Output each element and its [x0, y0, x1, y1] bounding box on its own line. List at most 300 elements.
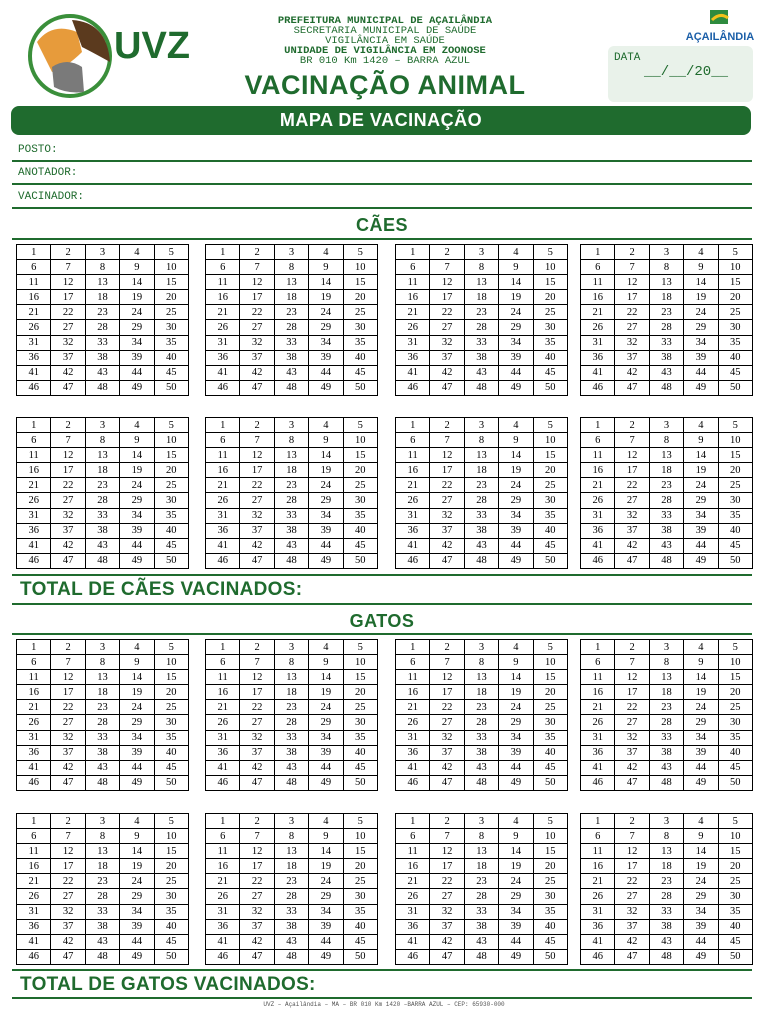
- grid-cell[interactable]: 18: [274, 859, 308, 874]
- grid-cell[interactable]: 37: [615, 745, 649, 760]
- grid-cell[interactable]: 4: [499, 640, 533, 655]
- grid-cell[interactable]: 11: [581, 844, 615, 859]
- grid-cell[interactable]: 25: [718, 700, 752, 715]
- grid-cell[interactable]: 32: [615, 730, 649, 745]
- grid-cell[interactable]: 48: [464, 775, 498, 790]
- grid-cell[interactable]: 21: [206, 874, 240, 889]
- grid-cell[interactable]: 34: [684, 335, 718, 350]
- grid-cell[interactable]: 38: [649, 745, 683, 760]
- grid-cell[interactable]: 14: [499, 275, 533, 290]
- grid-cell[interactable]: 24: [499, 700, 533, 715]
- grid-cell[interactable]: 18: [85, 290, 119, 305]
- grid-cell[interactable]: 32: [240, 904, 274, 919]
- grid-cell[interactable]: 40: [154, 745, 188, 760]
- grid-cell[interactable]: 32: [615, 335, 649, 350]
- grid-cell[interactable]: 13: [274, 275, 308, 290]
- grid-cell[interactable]: 28: [649, 320, 683, 335]
- grid-cell[interactable]: 43: [85, 538, 119, 553]
- grid-cell[interactable]: 38: [85, 350, 119, 365]
- grid-cell[interactable]: 27: [615, 715, 649, 730]
- grid-cell[interactable]: 21: [396, 305, 430, 320]
- grid-cell[interactable]: 14: [499, 670, 533, 685]
- grid-cell[interactable]: 16: [206, 685, 240, 700]
- grid-cell[interactable]: 21: [396, 874, 430, 889]
- grid-cell[interactable]: 32: [430, 335, 464, 350]
- grid-cell[interactable]: 29: [309, 715, 343, 730]
- grid-cell[interactable]: 27: [51, 889, 85, 904]
- grid-cell[interactable]: 36: [206, 919, 240, 934]
- grid-cell[interactable]: 24: [309, 478, 343, 493]
- grid-cell[interactable]: 10: [154, 433, 188, 448]
- grid-cell[interactable]: 15: [718, 670, 752, 685]
- grid-cell[interactable]: 31: [17, 730, 51, 745]
- grid-cell[interactable]: 18: [464, 859, 498, 874]
- grid-cell[interactable]: 23: [85, 478, 119, 493]
- grid-cell[interactable]: 29: [309, 493, 343, 508]
- grid-cell[interactable]: 19: [309, 463, 343, 478]
- grid-cell[interactable]: 30: [718, 889, 752, 904]
- grid-cell[interactable]: 2: [615, 814, 649, 829]
- grid-cell[interactable]: 35: [718, 730, 752, 745]
- grid-cell[interactable]: 31: [206, 335, 240, 350]
- grid-cell[interactable]: 32: [240, 508, 274, 523]
- grid-cell[interactable]: 50: [343, 380, 377, 395]
- grid-cell[interactable]: 22: [615, 478, 649, 493]
- cats-grid-1[interactable]: [16, 639, 189, 791]
- grid-cell[interactable]: 18: [85, 685, 119, 700]
- grid-cell[interactable]: 3: [464, 418, 498, 433]
- grid-cell[interactable]: 34: [120, 730, 154, 745]
- grid-cell[interactable]: 1: [17, 418, 51, 433]
- grid-cell[interactable]: 20: [533, 463, 567, 478]
- grid-cell[interactable]: 27: [51, 320, 85, 335]
- grid-cell[interactable]: 9: [309, 260, 343, 275]
- grid-cell[interactable]: 11: [581, 670, 615, 685]
- grid-cell[interactable]: 18: [85, 859, 119, 874]
- grid-cell[interactable]: 26: [396, 715, 430, 730]
- grid-cell[interactable]: 1: [581, 418, 615, 433]
- grid-cell[interactable]: 43: [649, 365, 683, 380]
- grid-cell[interactable]: 8: [85, 655, 119, 670]
- grid-cell[interactable]: 48: [649, 775, 683, 790]
- grid-cell[interactable]: 24: [309, 305, 343, 320]
- grid-cell[interactable]: 5: [718, 640, 752, 655]
- grid-cell[interactable]: 28: [85, 715, 119, 730]
- grid-cell[interactable]: 8: [649, 433, 683, 448]
- grid-cell[interactable]: 6: [581, 433, 615, 448]
- grid-cell[interactable]: 20: [343, 685, 377, 700]
- grid-cell[interactable]: 39: [120, 745, 154, 760]
- grid-cell[interactable]: 13: [274, 844, 308, 859]
- grid-cell[interactable]: 39: [499, 745, 533, 760]
- grid-cell[interactable]: 12: [240, 275, 274, 290]
- grid-cell[interactable]: 5: [533, 418, 567, 433]
- grid-cell[interactable]: 3: [274, 640, 308, 655]
- grid-cell[interactable]: 1: [206, 814, 240, 829]
- grid-cell[interactable]: 32: [51, 508, 85, 523]
- grid-cell[interactable]: 7: [430, 829, 464, 844]
- grid-cell[interactable]: 28: [649, 493, 683, 508]
- grid-cell[interactable]: 19: [499, 685, 533, 700]
- anotador-field[interactable]: [12, 161, 752, 185]
- grid-cell[interactable]: 30: [343, 493, 377, 508]
- grid-cell[interactable]: 19: [120, 859, 154, 874]
- grid-cell[interactable]: 49: [499, 553, 533, 568]
- grid-cell[interactable]: 19: [499, 290, 533, 305]
- grid-cell[interactable]: 47: [430, 949, 464, 964]
- grid-cell[interactable]: 40: [533, 919, 567, 934]
- grid-cell[interactable]: 11: [581, 275, 615, 290]
- grid-cell[interactable]: 19: [684, 463, 718, 478]
- grid-cell[interactable]: 35: [343, 904, 377, 919]
- grid-cell[interactable]: 33: [464, 904, 498, 919]
- grid-cell[interactable]: 42: [240, 760, 274, 775]
- grid-cell[interactable]: 6: [206, 260, 240, 275]
- grid-cell[interactable]: 34: [499, 730, 533, 745]
- grid-cell[interactable]: 35: [533, 508, 567, 523]
- grid-cell[interactable]: 44: [309, 538, 343, 553]
- grid-cell[interactable]: 12: [51, 844, 85, 859]
- grid-cell[interactable]: 50: [343, 553, 377, 568]
- cats-grid-4[interactable]: [580, 639, 753, 791]
- grid-cell[interactable]: 12: [240, 844, 274, 859]
- grid-cell[interactable]: 9: [499, 433, 533, 448]
- grid-cell[interactable]: 4: [499, 418, 533, 433]
- grid-cell[interactable]: 4: [120, 418, 154, 433]
- grid-cell[interactable]: 43: [649, 760, 683, 775]
- grid-cell[interactable]: 25: [718, 478, 752, 493]
- grid-cell[interactable]: 29: [309, 320, 343, 335]
- grid-cell[interactable]: 31: [206, 730, 240, 745]
- grid-cell[interactable]: 50: [718, 775, 752, 790]
- grid-cell[interactable]: 36: [581, 350, 615, 365]
- grid-cell[interactable]: 27: [430, 320, 464, 335]
- grid-cell[interactable]: 36: [17, 350, 51, 365]
- grid-cell[interactable]: 33: [274, 730, 308, 745]
- grid-cell[interactable]: 36: [17, 745, 51, 760]
- grid-cell[interactable]: 36: [581, 919, 615, 934]
- grid-cell[interactable]: 9: [499, 260, 533, 275]
- grid-cell[interactable]: 13: [274, 670, 308, 685]
- grid-cell[interactable]: 8: [274, 655, 308, 670]
- grid-cell[interactable]: 39: [684, 745, 718, 760]
- grid-cell[interactable]: 23: [649, 700, 683, 715]
- grid-cell[interactable]: 23: [649, 874, 683, 889]
- grid-cell[interactable]: 19: [120, 463, 154, 478]
- grid-cell[interactable]: 34: [499, 335, 533, 350]
- grid-cell[interactable]: 41: [581, 365, 615, 380]
- grid-cell[interactable]: 20: [718, 290, 752, 305]
- grid-cell[interactable]: 43: [464, 760, 498, 775]
- grid-cell[interactable]: 9: [120, 260, 154, 275]
- grid-cell[interactable]: 50: [533, 775, 567, 790]
- grid-cell[interactable]: 35: [343, 730, 377, 745]
- grid-cell[interactable]: 18: [649, 290, 683, 305]
- grid-cell[interactable]: 46: [17, 553, 51, 568]
- grid-cell[interactable]: 24: [684, 305, 718, 320]
- grid-cell[interactable]: 47: [615, 775, 649, 790]
- grid-cell[interactable]: 36: [581, 523, 615, 538]
- grid-cell[interactable]: 28: [274, 320, 308, 335]
- grid-cell[interactable]: 10: [343, 655, 377, 670]
- grid-cell[interactable]: 11: [396, 448, 430, 463]
- grid-cell[interactable]: 10: [533, 829, 567, 844]
- grid-cell[interactable]: 34: [120, 904, 154, 919]
- grid-cell[interactable]: 29: [684, 889, 718, 904]
- grid-cell[interactable]: 30: [718, 320, 752, 335]
- grid-cell[interactable]: 20: [533, 859, 567, 874]
- grid-cell[interactable]: 21: [396, 700, 430, 715]
- grid-cell[interactable]: 24: [120, 874, 154, 889]
- grid-cell[interactable]: 3: [649, 640, 683, 655]
- grid-cell[interactable]: 36: [581, 745, 615, 760]
- cats-grid-2[interactable]: [205, 639, 378, 791]
- grid-cell[interactable]: 18: [274, 463, 308, 478]
- grid-cell[interactable]: 33: [85, 508, 119, 523]
- grid-cell[interactable]: 16: [396, 859, 430, 874]
- grid-cell[interactable]: 37: [615, 523, 649, 538]
- grid-cell[interactable]: 2: [51, 418, 85, 433]
- grid-cell[interactable]: 22: [240, 874, 274, 889]
- grid-cell[interactable]: 42: [430, 365, 464, 380]
- grid-cell[interactable]: 15: [718, 275, 752, 290]
- grid-cell[interactable]: 47: [51, 553, 85, 568]
- grid-cell[interactable]: 38: [85, 919, 119, 934]
- grid-cell[interactable]: 17: [430, 463, 464, 478]
- grid-cell[interactable]: 39: [499, 350, 533, 365]
- grid-cell[interactable]: 33: [85, 730, 119, 745]
- grid-cell[interactable]: 8: [649, 260, 683, 275]
- grid-cell[interactable]: 2: [240, 245, 274, 260]
- grid-cell[interactable]: 41: [581, 538, 615, 553]
- grid-cell[interactable]: 17: [615, 685, 649, 700]
- grid-cell[interactable]: 24: [120, 700, 154, 715]
- grid-cell[interactable]: 44: [684, 365, 718, 380]
- grid-cell[interactable]: 46: [581, 775, 615, 790]
- grid-cell[interactable]: 41: [396, 934, 430, 949]
- grid-cell[interactable]: 26: [206, 715, 240, 730]
- grid-cell[interactable]: 18: [649, 463, 683, 478]
- grid-cell[interactable]: 13: [649, 448, 683, 463]
- grid-cell[interactable]: 12: [430, 670, 464, 685]
- grid-cell[interactable]: 40: [533, 350, 567, 365]
- grid-cell[interactable]: 43: [649, 934, 683, 949]
- grid-cell[interactable]: 8: [464, 260, 498, 275]
- grid-cell[interactable]: 15: [718, 844, 752, 859]
- grid-cell[interactable]: 27: [615, 889, 649, 904]
- grid-cell[interactable]: 12: [430, 275, 464, 290]
- grid-cell[interactable]: 16: [17, 859, 51, 874]
- grid-cell[interactable]: 25: [343, 478, 377, 493]
- grid-cell[interactable]: 3: [274, 814, 308, 829]
- grid-cell[interactable]: 42: [430, 538, 464, 553]
- grid-cell[interactable]: 24: [499, 478, 533, 493]
- grid-cell[interactable]: 13: [464, 844, 498, 859]
- grid-cell[interactable]: 2: [51, 640, 85, 655]
- grid-cell[interactable]: 7: [51, 655, 85, 670]
- grid-cell[interactable]: 1: [17, 640, 51, 655]
- grid-cell[interactable]: 20: [343, 290, 377, 305]
- grid-cell[interactable]: 11: [17, 844, 51, 859]
- grid-cell[interactable]: 42: [51, 365, 85, 380]
- grid-cell[interactable]: 26: [581, 715, 615, 730]
- grid-cell[interactable]: 21: [581, 478, 615, 493]
- grid-cell[interactable]: 11: [206, 448, 240, 463]
- grid-cell[interactable]: 37: [240, 919, 274, 934]
- grid-cell[interactable]: 3: [464, 640, 498, 655]
- grid-cell[interactable]: 8: [649, 655, 683, 670]
- grid-cell[interactable]: 11: [206, 844, 240, 859]
- grid-cell[interactable]: 41: [17, 538, 51, 553]
- grid-cell[interactable]: 37: [615, 350, 649, 365]
- grid-cell[interactable]: 49: [684, 380, 718, 395]
- grid-cell[interactable]: 32: [240, 335, 274, 350]
- grid-cell[interactable]: 3: [85, 245, 119, 260]
- grid-cell[interactable]: 25: [343, 700, 377, 715]
- grid-cell[interactable]: 10: [718, 433, 752, 448]
- grid-cell[interactable]: 44: [499, 934, 533, 949]
- grid-cell[interactable]: 30: [343, 889, 377, 904]
- grid-cell[interactable]: 45: [154, 365, 188, 380]
- grid-cell[interactable]: 6: [17, 829, 51, 844]
- grid-cell[interactable]: 22: [51, 874, 85, 889]
- grid-cell[interactable]: 38: [85, 523, 119, 538]
- grid-cell[interactable]: 21: [206, 478, 240, 493]
- grid-cell[interactable]: 29: [684, 715, 718, 730]
- grid-cell[interactable]: 15: [154, 670, 188, 685]
- grid-cell[interactable]: 39: [309, 523, 343, 538]
- grid-cell[interactable]: 28: [274, 493, 308, 508]
- grid-cell[interactable]: 45: [718, 365, 752, 380]
- grid-cell[interactable]: 20: [343, 859, 377, 874]
- grid-cell[interactable]: 29: [684, 320, 718, 335]
- grid-cell[interactable]: 12: [615, 670, 649, 685]
- grid-cell[interactable]: 10: [533, 260, 567, 275]
- grid-cell[interactable]: 9: [684, 829, 718, 844]
- grid-cell[interactable]: 24: [309, 700, 343, 715]
- grid-cell[interactable]: 15: [533, 844, 567, 859]
- grid-cell[interactable]: 10: [718, 260, 752, 275]
- grid-cell[interactable]: 5: [343, 418, 377, 433]
- grid-cell[interactable]: 24: [684, 478, 718, 493]
- grid-cell[interactable]: 33: [649, 508, 683, 523]
- grid-cell[interactable]: 39: [499, 919, 533, 934]
- grid-cell[interactable]: 38: [464, 919, 498, 934]
- grid-cell[interactable]: 27: [240, 715, 274, 730]
- grid-cell[interactable]: 19: [309, 859, 343, 874]
- grid-cell[interactable]: 2: [430, 640, 464, 655]
- grid-cell[interactable]: 26: [17, 715, 51, 730]
- grid-cell[interactable]: 45: [154, 934, 188, 949]
- grid-cell[interactable]: 3: [464, 814, 498, 829]
- grid-cell[interactable]: 14: [684, 844, 718, 859]
- grid-cell[interactable]: 26: [206, 493, 240, 508]
- grid-cell[interactable]: 20: [718, 859, 752, 874]
- grid-cell[interactable]: 45: [533, 365, 567, 380]
- grid-cell[interactable]: 47: [615, 949, 649, 964]
- dogs-grid-7[interactable]: [395, 417, 568, 569]
- grid-cell[interactable]: 19: [309, 290, 343, 305]
- grid-cell[interactable]: 20: [718, 685, 752, 700]
- grid-cell[interactable]: 42: [430, 760, 464, 775]
- grid-cell[interactable]: 30: [154, 889, 188, 904]
- grid-cell[interactable]: 46: [581, 380, 615, 395]
- grid-cell[interactable]: 37: [430, 919, 464, 934]
- grid-cell[interactable]: 50: [154, 775, 188, 790]
- grid-cell[interactable]: 32: [51, 904, 85, 919]
- grid-cell[interactable]: 45: [718, 934, 752, 949]
- grid-cell[interactable]: 39: [309, 919, 343, 934]
- grid-cell[interactable]: 11: [581, 448, 615, 463]
- grid-cell[interactable]: 6: [396, 260, 430, 275]
- grid-cell[interactable]: 7: [615, 829, 649, 844]
- grid-cell[interactable]: 3: [85, 814, 119, 829]
- grid-cell[interactable]: 17: [51, 290, 85, 305]
- grid-cell[interactable]: 1: [581, 245, 615, 260]
- grid-cell[interactable]: 45: [154, 538, 188, 553]
- grid-cell[interactable]: 25: [154, 478, 188, 493]
- grid-cell[interactable]: 13: [649, 670, 683, 685]
- grid-cell[interactable]: 45: [718, 538, 752, 553]
- grid-cell[interactable]: 26: [396, 320, 430, 335]
- grid-cell[interactable]: 35: [154, 904, 188, 919]
- grid-cell[interactable]: 40: [343, 919, 377, 934]
- grid-cell[interactable]: 18: [464, 463, 498, 478]
- grid-cell[interactable]: 8: [85, 260, 119, 275]
- grid-cell[interactable]: 12: [430, 448, 464, 463]
- grid-cell[interactable]: 8: [464, 655, 498, 670]
- grid-cell[interactable]: 49: [120, 949, 154, 964]
- grid-cell[interactable]: 43: [464, 365, 498, 380]
- grid-cell[interactable]: 3: [649, 814, 683, 829]
- dogs-grid-6[interactable]: [205, 417, 378, 569]
- grid-cell[interactable]: 16: [581, 463, 615, 478]
- grid-cell[interactable]: 36: [17, 523, 51, 538]
- grid-cell[interactable]: 38: [274, 350, 308, 365]
- grid-cell[interactable]: 6: [396, 829, 430, 844]
- grid-cell[interactable]: 19: [499, 463, 533, 478]
- grid-cell[interactable]: 36: [396, 745, 430, 760]
- grid-cell[interactable]: 8: [85, 433, 119, 448]
- grid-cell[interactable]: 2: [430, 418, 464, 433]
- grid-cell[interactable]: 25: [718, 305, 752, 320]
- grid-cell[interactable]: 28: [274, 889, 308, 904]
- grid-cell[interactable]: 43: [85, 760, 119, 775]
- grid-cell[interactable]: 48: [274, 553, 308, 568]
- grid-cell[interactable]: 6: [581, 829, 615, 844]
- grid-cell[interactable]: 39: [120, 523, 154, 538]
- grid-cell[interactable]: 29: [120, 715, 154, 730]
- grid-cell[interactable]: 37: [240, 350, 274, 365]
- grid-cell[interactable]: 37: [51, 745, 85, 760]
- grid-cell[interactable]: 49: [684, 949, 718, 964]
- grid-cell[interactable]: 16: [581, 290, 615, 305]
- grid-cell[interactable]: 14: [309, 275, 343, 290]
- grid-cell[interactable]: 1: [396, 640, 430, 655]
- grid-cell[interactable]: 5: [343, 640, 377, 655]
- cats-grid-7[interactable]: [395, 813, 568, 965]
- grid-cell[interactable]: 27: [51, 715, 85, 730]
- grid-cell[interactable]: 47: [615, 553, 649, 568]
- grid-cell[interactable]: 32: [430, 904, 464, 919]
- grid-cell[interactable]: 33: [274, 904, 308, 919]
- grid-cell[interactable]: 15: [343, 448, 377, 463]
- grid-cell[interactable]: 8: [85, 829, 119, 844]
- grid-cell[interactable]: 16: [206, 859, 240, 874]
- grid-cell[interactable]: 33: [649, 730, 683, 745]
- cats-grid-3[interactable]: [395, 639, 568, 791]
- grid-cell[interactable]: 16: [581, 859, 615, 874]
